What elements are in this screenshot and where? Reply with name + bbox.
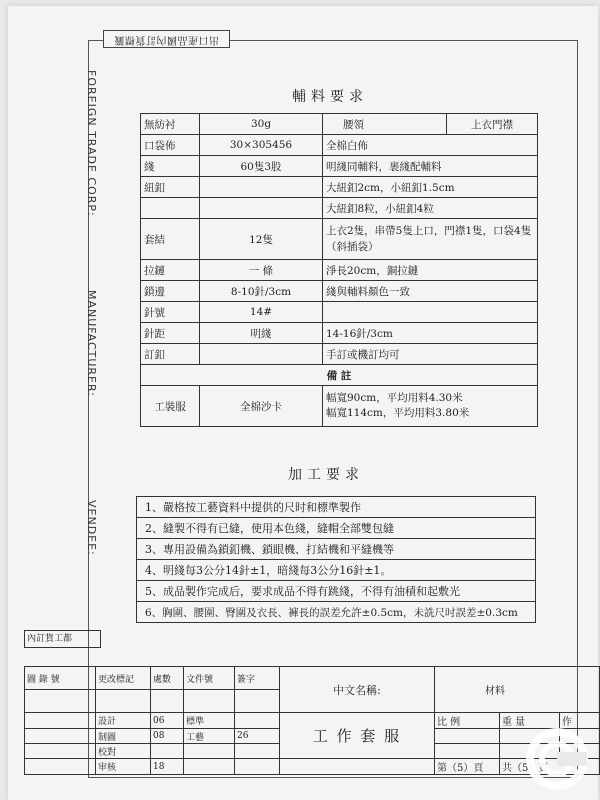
fabric-label: 工裝服: [141, 386, 200, 427]
cell: 12隻: [200, 219, 323, 260]
design-value: 06: [151, 713, 184, 729]
table-row: [141, 323, 538, 344]
title-block: [24, 666, 600, 775]
cell: 大紐釦8粒，小紐釦4粒: [323, 198, 538, 219]
cell: [184, 690, 235, 713]
fabric-name: 全棉沙卡: [200, 386, 323, 427]
cell: 綫: [141, 156, 200, 177]
sign-label: 簽字: [235, 667, 280, 690]
change-mark-label: 更改標記: [96, 667, 151, 690]
cell: 針號: [141, 302, 200, 323]
cell: [435, 744, 500, 759]
table-row: [141, 198, 538, 219]
cell: 14#: [200, 302, 323, 323]
scale-label: 比 例: [435, 713, 500, 729]
cell: [25, 713, 96, 729]
cell: [235, 759, 280, 775]
cell: 明綫: [200, 323, 323, 344]
table-row: [137, 602, 536, 623]
fabric-usage-line: 幅寬90cm，平均用料4.30米: [326, 392, 463, 404]
cell: [235, 690, 280, 713]
cell: 上衣門襟: [447, 114, 538, 135]
count-label: 處數: [151, 667, 184, 690]
cell: [184, 759, 235, 775]
table-row: [141, 260, 538, 281]
cell: 手訂或機訂均可: [323, 344, 538, 365]
cell: 全棉白佈: [323, 135, 538, 156]
accessories-title: 輔料要求: [292, 89, 368, 105]
page-total: 共（5）頁: [500, 759, 600, 775]
requirement-item: 2、縫製不得有已縫，使用本色綫，縫帽全部雙包縫: [137, 518, 536, 539]
order-label-stamp: 出口產品國內訂貨標籤: [103, 30, 230, 48]
standard-label: 標準: [184, 713, 235, 729]
cell: [200, 177, 323, 198]
side-label-vendee: VENDEE:: [85, 500, 98, 556]
cell: [96, 690, 151, 713]
cell: 套結: [141, 219, 200, 260]
watermark-logo: [522, 724, 592, 794]
table-row: [141, 219, 538, 260]
cell: 鎖邊: [141, 281, 200, 302]
table-row: [141, 156, 538, 177]
cell: [200, 344, 323, 365]
requirement-item: 5、成品製作完成后，要求成品不得有跳綫，不得有油積和起敷光: [137, 581, 536, 602]
table-row: [25, 713, 600, 729]
cn-name-label: 中文名稱:: [280, 667, 435, 713]
table-row: [137, 560, 536, 581]
cell: 8-10針/3cm: [200, 281, 323, 302]
cell: [25, 759, 96, 775]
cell: [323, 302, 538, 323]
cn-name-value: 工 作 套 服: [280, 713, 435, 759]
work-label: 作: [560, 713, 600, 729]
cell: [141, 198, 200, 219]
table-row: [137, 539, 536, 560]
cell: 60隻3股: [200, 156, 323, 177]
drawing-number-label: 圖 錄 號: [25, 667, 96, 690]
fabric-usage-line: 幅寬114cm，平均用料3.80米: [326, 407, 470, 419]
cell: [200, 198, 323, 219]
cell: 腰領: [323, 114, 447, 135]
review-value: 18: [151, 759, 184, 775]
table-row: [141, 302, 538, 323]
material-label: 材料: [435, 667, 600, 713]
cell: 大紐釦2cm，小紐釦1.5cm: [323, 177, 538, 198]
cell: [151, 744, 184, 759]
order-label: 內訂貨工都: [24, 630, 101, 648]
cell: [235, 713, 280, 729]
cell: 紐釦: [141, 177, 200, 198]
table-row: [137, 518, 536, 539]
design-label: 設計: [96, 713, 151, 729]
check-label: 校對: [96, 744, 151, 759]
table-row: [141, 281, 538, 302]
fabric-usage: [323, 386, 538, 427]
cell: 30×305456: [200, 135, 323, 156]
review-label: 审核: [96, 759, 151, 775]
cell: 明綫同輔料，裹綫配輔料: [323, 156, 538, 177]
table-row: [137, 581, 536, 602]
table-row: [25, 667, 600, 690]
weight-label: 重 量: [500, 713, 560, 729]
processing-title: 加工要求: [288, 467, 364, 483]
table-row: [141, 114, 538, 135]
cell: [25, 690, 96, 713]
cell: [435, 729, 500, 744]
accessories-table: [140, 113, 538, 427]
draw-label: 制圖: [96, 729, 151, 744]
table-row: [141, 177, 538, 198]
cell: [151, 690, 184, 713]
cell: 上衣2隻，串帶5隻上口，門襟1隻，口袋4隻（斜插袋）: [323, 219, 538, 260]
cell: [280, 759, 435, 775]
process-label: 工藝: [184, 729, 235, 744]
table-row: [141, 135, 538, 156]
requirement-item: 1、嚴格按工藝資料中提供的尺时和標準製作: [137, 497, 536, 518]
cell: 一 條: [200, 260, 323, 281]
cell: 30g: [200, 114, 323, 135]
cell: 淨長20cm，銅拉鏈: [323, 260, 538, 281]
processing-table: [136, 496, 536, 623]
process-value: 26: [235, 729, 280, 744]
cell: 14-16針/3cm: [323, 323, 538, 344]
cell: [184, 744, 235, 759]
table-row: [25, 759, 600, 775]
requirement-item: 6、胸圍、腰圍、臀圍及衣長、褲長的誤差允許±0.5cm，未詵尺吋誤差±0.3cm: [137, 602, 536, 623]
cell: 口袋佈: [141, 135, 200, 156]
cell: 針距: [141, 323, 200, 344]
cell: [25, 729, 96, 744]
requirement-item: 4、明綫每3公分14針±1，暗綫每3公分16針±1。: [137, 560, 536, 581]
cell: [25, 744, 96, 759]
draw-value: 08: [151, 729, 184, 744]
notes-header: 備 註: [141, 365, 538, 386]
requirement-item: 3、專用設備為鎖釦機、鎖眼機、打結機和平縫機等: [137, 539, 536, 560]
table-row: [141, 386, 538, 427]
cell: 無紡衬: [141, 114, 200, 135]
cell: 拉鏈: [141, 260, 200, 281]
cell: [235, 744, 280, 759]
cell: 綫與輔料顏色一致: [323, 281, 538, 302]
side-label-foreign: FOREIGN TRADE CORP:: [85, 70, 98, 217]
doc-number-label: 文件號: [184, 667, 235, 690]
page-number: 第（5）頁: [435, 759, 500, 775]
table-row: [137, 497, 536, 518]
side-label-manufacturer: MANUFACTURER:: [85, 290, 98, 397]
table-row: [141, 365, 538, 386]
table-row: [141, 344, 538, 365]
cell: 訂釦: [141, 344, 200, 365]
